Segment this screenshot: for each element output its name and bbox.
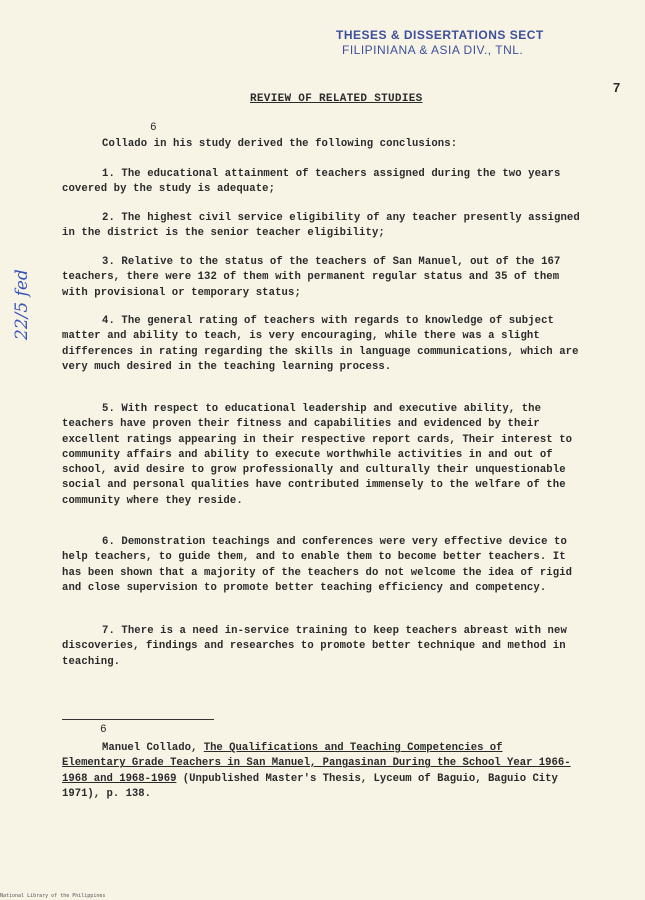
footnote-number: 6	[100, 724, 107, 736]
footnote-publication: (Unpublished Master's Thesis, Lyceum of Baguio, Baguio City 1971), p. 138.	[62, 772, 558, 800]
conclusion-5	[62, 402, 582, 509]
section-heading: REVIEW OF RELATED STUDIES	[250, 93, 423, 105]
conclusion-4-text: 4. The general rating of teachers with regards to knowledge of subject matter and ability to teach, is very encouraging, while there was a slight differences in rating regarding the skills in language communications, which are very much desired in the teaching learning process.	[62, 315, 579, 373]
footnote	[62, 741, 572, 802]
conclusion-7	[62, 624, 582, 670]
intro-footnote-marker: 6	[150, 122, 157, 134]
footnote-author: Manuel Collado,	[102, 742, 198, 754]
conclusion-5-text: 5. With respect to educational leadership and executive ability, the teachers have proven their fitness and capabilities and evidenced by their excellent ratings appearing in their respective report cards, Their interest to community affairs and ability to execute worthwhile activities in and out of school, avid desire to grow professionally and culturally their unquestionable social and personal qualities have contributed immensely to the welfare of the community where they reside.	[62, 403, 573, 507]
conclusion-1	[62, 167, 582, 198]
conclusion-6-text: 6. Demonstration teachings and conferences were very effective device to help teachers, to guide them, and to enable them to become better teachers. It has been shown that a majority of the teachers do not welcome the idea of rigid and close supervision to promote better teaching efficiency and competency.	[62, 536, 573, 594]
conclusion-1-text: 1. The educational attainment of teachers assigned during the two years covered by the study is adequate;	[62, 168, 561, 196]
conclusion-7-text: 7. There is a need in-service training to keep teachers abreast with new discoveries, findings and researches to promote better technique and method in teaching.	[62, 625, 567, 668]
intro-paragraph	[62, 137, 582, 152]
page-number: 7	[613, 80, 621, 95]
handwritten-note: 22/5 fed	[12, 269, 32, 340]
scan-footer: National Library of the Philippines	[0, 893, 106, 899]
conclusion-6	[62, 535, 582, 596]
library-stamp	[336, 28, 556, 58]
footnote-title: The Qualifications and Teaching Competencies of Elementary Grade Teachers in San Manuel, Pangasinan During the School Year 1966-1968 and 1968-1969	[62, 742, 571, 785]
conclusion-4	[62, 314, 582, 375]
stamp-line-2: FILIPINIANA & ASIA DIV., TNL.	[342, 43, 524, 57]
footnote-divider	[62, 719, 214, 720]
conclusion-2	[62, 211, 582, 242]
conclusion-2-text: 2. The highest civil service eligibility of any teacher presently assigned in the district is the senior teacher eligibility;	[62, 212, 580, 240]
stamp-line-1: THESES & DISSERTATIONS SECT	[336, 28, 544, 42]
conclusion-3-text: 3. Relative to the status of the teachers of San Manuel, out of the 167 teachers, there were 132 of them with permanent regular status and 35 of them with provisional or temporary status;	[62, 256, 561, 299]
intro-text: Collado in his study derived the following conclusions:	[102, 138, 458, 150]
conclusion-3	[62, 255, 582, 301]
